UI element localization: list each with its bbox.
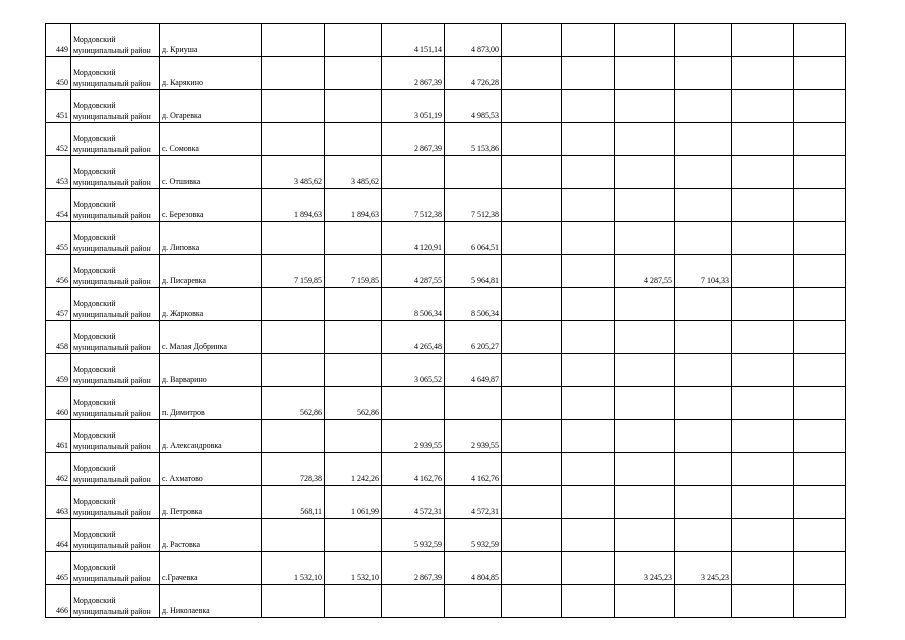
table-row [46, 123, 846, 156]
value-cell-6 [562, 486, 615, 519]
district-cell: Мордовский муниципальный район [71, 222, 160, 255]
settlement-cell: с. Малая Добринка [160, 321, 262, 354]
value-cell-6 [562, 24, 615, 57]
value-cell-1 [262, 585, 325, 618]
value-cell-2 [325, 24, 382, 57]
value-cell-7 [615, 90, 675, 123]
value-cell-9 [732, 90, 794, 123]
value-cell-4: 6 064,51 [445, 222, 502, 255]
value-cell-8 [675, 420, 732, 453]
value-cell-9 [732, 453, 794, 486]
value-cell-5 [502, 420, 562, 453]
row-number: 457 [46, 288, 71, 321]
district-cell: Мордовский муниципальный район [71, 288, 160, 321]
value-cell-2 [325, 222, 382, 255]
value-cell-1 [262, 24, 325, 57]
value-cell-4: 5 932,59 [445, 519, 502, 552]
value-cell-7 [615, 57, 675, 90]
settlement-cell: д. Растовка [160, 519, 262, 552]
value-cell-5 [502, 387, 562, 420]
settlement-cell: д. Огаревка [160, 90, 262, 123]
table-row [46, 387, 846, 420]
value-cell-6 [562, 288, 615, 321]
value-cell-6 [562, 222, 615, 255]
value-cell-1: 1 894,63 [262, 189, 325, 222]
value-cell-10 [794, 453, 846, 486]
table-row [46, 585, 846, 618]
row-number: 452 [46, 123, 71, 156]
district-cell: Мордовский муниципальный район [71, 420, 160, 453]
table-row [46, 486, 846, 519]
row-number: 460 [46, 387, 71, 420]
value-cell-7 [615, 123, 675, 156]
value-cell-3: 4 572,31 [382, 486, 445, 519]
table-row [46, 420, 846, 453]
district-cell: Мордовский муниципальный район [71, 321, 160, 354]
value-cell-2: 1 242,26 [325, 453, 382, 486]
value-cell-10 [794, 354, 846, 387]
value-cell-10 [794, 420, 846, 453]
value-cell-1 [262, 420, 325, 453]
value-cell-8 [675, 321, 732, 354]
value-cell-2 [325, 354, 382, 387]
table-row [46, 24, 846, 57]
value-cell-1 [262, 90, 325, 123]
table-row [46, 156, 846, 189]
district-cell: Мордовский муниципальный район [71, 453, 160, 486]
value-cell-5 [502, 156, 562, 189]
value-cell-4: 4 726,28 [445, 57, 502, 90]
value-cell-4: 4 873,00 [445, 24, 502, 57]
value-cell-9 [732, 486, 794, 519]
row-number: 463 [46, 486, 71, 519]
value-cell-8 [675, 486, 732, 519]
value-cell-7 [615, 288, 675, 321]
value-cell-9 [732, 321, 794, 354]
table-row [46, 222, 846, 255]
value-cell-4 [445, 585, 502, 618]
value-cell-6 [562, 189, 615, 222]
value-cell-4: 5 153,86 [445, 123, 502, 156]
value-cell-4: 4 162,76 [445, 453, 502, 486]
value-cell-6 [562, 519, 615, 552]
value-cell-7 [615, 453, 675, 486]
value-cell-9 [732, 189, 794, 222]
row-number: 453 [46, 156, 71, 189]
value-cell-3: 2 867,39 [382, 552, 445, 585]
value-cell-7 [615, 321, 675, 354]
settlement-cell: д. Писаревка [160, 255, 262, 288]
value-cell-4: 4 804,85 [445, 552, 502, 585]
table-row [46, 288, 846, 321]
value-cell-7 [615, 189, 675, 222]
value-cell-7 [615, 420, 675, 453]
settlement-cell: д. Александровка [160, 420, 262, 453]
settlement-cell: д. Криуша [160, 24, 262, 57]
value-cell-1: 7 159,85 [262, 255, 325, 288]
value-cell-9 [732, 354, 794, 387]
value-cell-7 [615, 354, 675, 387]
value-cell-3: 2 867,39 [382, 123, 445, 156]
district-cell: Мордовский муниципальный район [71, 552, 160, 585]
value-cell-8 [675, 585, 732, 618]
value-cell-2 [325, 123, 382, 156]
value-cell-6 [562, 255, 615, 288]
value-cell-5 [502, 453, 562, 486]
row-number: 451 [46, 90, 71, 123]
row-number: 456 [46, 255, 71, 288]
value-cell-3 [382, 156, 445, 189]
district-cell: Мордовский муниципальный район [71, 255, 160, 288]
value-cell-8 [675, 57, 732, 90]
value-cell-7 [615, 387, 675, 420]
value-cell-5 [502, 57, 562, 90]
value-cell-1: 1 532,10 [262, 552, 325, 585]
value-cell-8 [675, 189, 732, 222]
value-cell-3 [382, 585, 445, 618]
value-cell-9 [732, 222, 794, 255]
value-cell-10 [794, 387, 846, 420]
value-cell-9 [732, 420, 794, 453]
table-row [46, 189, 846, 222]
value-cell-7: 3 245,23 [615, 552, 675, 585]
row-number: 462 [46, 453, 71, 486]
value-cell-3: 5 932,59 [382, 519, 445, 552]
value-cell-1: 728,38 [262, 453, 325, 486]
value-cell-2 [325, 321, 382, 354]
value-cell-4: 7 512,38 [445, 189, 502, 222]
value-cell-2: 7 159,85 [325, 255, 382, 288]
row-number: 454 [46, 189, 71, 222]
table-row [46, 354, 846, 387]
value-cell-8 [675, 453, 732, 486]
table-row [46, 552, 846, 585]
value-cell-9 [732, 387, 794, 420]
value-cell-10 [794, 222, 846, 255]
value-cell-10 [794, 90, 846, 123]
value-cell-2: 1 532,10 [325, 552, 382, 585]
table-row [46, 453, 846, 486]
table-row [46, 519, 846, 552]
value-cell-3: 4 151,14 [382, 24, 445, 57]
value-cell-2: 1 061,99 [325, 486, 382, 519]
row-number: 458 [46, 321, 71, 354]
settlement-cell: д. Карякино [160, 57, 262, 90]
value-cell-1 [262, 222, 325, 255]
district-cell: Мордовский муниципальный район [71, 354, 160, 387]
table-body [46, 24, 846, 618]
value-cell-5 [502, 90, 562, 123]
settlement-cell: д. Липовка [160, 222, 262, 255]
value-cell-5 [502, 255, 562, 288]
value-cell-2: 3 485,62 [325, 156, 382, 189]
value-cell-2 [325, 90, 382, 123]
value-cell-3 [382, 387, 445, 420]
value-cell-8 [675, 288, 732, 321]
value-cell-3: 3 065,52 [382, 354, 445, 387]
value-cell-3: 3 051,19 [382, 90, 445, 123]
value-cell-8 [675, 354, 732, 387]
value-cell-1 [262, 321, 325, 354]
value-cell-1 [262, 288, 325, 321]
value-cell-10 [794, 585, 846, 618]
value-cell-8 [675, 519, 732, 552]
value-cell-7 [615, 222, 675, 255]
district-cell: Мордовский муниципальный район [71, 585, 160, 618]
value-cell-4: 5 964,81 [445, 255, 502, 288]
value-cell-5 [502, 222, 562, 255]
row-number: 464 [46, 519, 71, 552]
value-cell-6 [562, 387, 615, 420]
district-cell: Мордовский муниципальный район [71, 189, 160, 222]
value-cell-9 [732, 24, 794, 57]
value-cell-2: 562,86 [325, 387, 382, 420]
value-cell-1: 568,11 [262, 486, 325, 519]
district-cell: Мордовский муниципальный район [71, 519, 160, 552]
value-cell-3: 2 939,55 [382, 420, 445, 453]
value-cell-3: 8 506,34 [382, 288, 445, 321]
row-number: 465 [46, 552, 71, 585]
settlement-cell: д. Николаевка [160, 585, 262, 618]
settlement-cell: д. Петровка [160, 486, 262, 519]
row-number: 455 [46, 222, 71, 255]
value-cell-4: 2 939,55 [445, 420, 502, 453]
settlement-cell: д. Жарковка [160, 288, 262, 321]
value-cell-6 [562, 156, 615, 189]
district-cell: Мордовский муниципальный район [71, 486, 160, 519]
value-cell-10 [794, 255, 846, 288]
row-number: 449 [46, 24, 71, 57]
value-cell-10 [794, 288, 846, 321]
value-cell-5 [502, 288, 562, 321]
value-cell-6 [562, 321, 615, 354]
value-cell-5 [502, 123, 562, 156]
value-cell-1: 562,86 [262, 387, 325, 420]
district-cell: Мордовский муниципальный район [71, 24, 160, 57]
value-cell-6 [562, 585, 615, 618]
value-cell-9 [732, 519, 794, 552]
settlement-cell: д. Варварино [160, 354, 262, 387]
value-cell-2: 1 894,63 [325, 189, 382, 222]
district-cell: Мордовский муниципальный район [71, 156, 160, 189]
value-cell-9 [732, 156, 794, 189]
value-cell-6 [562, 453, 615, 486]
value-cell-4 [445, 156, 502, 189]
value-cell-4: 4 649,87 [445, 354, 502, 387]
value-cell-8: 7 104,33 [675, 255, 732, 288]
value-cell-10 [794, 24, 846, 57]
value-cell-3: 4 120,91 [382, 222, 445, 255]
value-cell-1 [262, 123, 325, 156]
district-cell: Мордовский муниципальный район [71, 123, 160, 156]
value-cell-3: 7 512,38 [382, 189, 445, 222]
value-cell-7 [615, 156, 675, 189]
value-cell-1 [262, 57, 325, 90]
row-number: 461 [46, 420, 71, 453]
value-cell-5 [502, 486, 562, 519]
value-cell-5 [502, 321, 562, 354]
settlement-cell: с. Отшивка [160, 156, 262, 189]
value-cell-9 [732, 123, 794, 156]
value-cell-9 [732, 288, 794, 321]
value-cell-1 [262, 354, 325, 387]
value-cell-10 [794, 486, 846, 519]
value-cell-7: 4 287,55 [615, 255, 675, 288]
value-cell-2 [325, 519, 382, 552]
value-cell-9 [732, 255, 794, 288]
value-cell-7 [615, 24, 675, 57]
value-cell-2 [325, 288, 382, 321]
settlement-cell: п. Димитров [160, 387, 262, 420]
value-cell-2 [325, 57, 382, 90]
value-cell-8 [675, 90, 732, 123]
settlement-cell: с. Сомовка [160, 123, 262, 156]
value-cell-7 [615, 585, 675, 618]
value-cell-8 [675, 387, 732, 420]
value-cell-6 [562, 123, 615, 156]
settlement-cell: с. Березовка [160, 189, 262, 222]
district-cell: Мордовский муниципальный район [71, 57, 160, 90]
row-number: 450 [46, 57, 71, 90]
value-cell-4: 6 205,27 [445, 321, 502, 354]
value-cell-6 [562, 552, 615, 585]
district-cell: Мордовский муниципальный район [71, 387, 160, 420]
value-cell-8 [675, 123, 732, 156]
data-table [45, 23, 846, 618]
value-cell-4: 4 985,53 [445, 90, 502, 123]
value-cell-2 [325, 585, 382, 618]
value-cell-9 [732, 585, 794, 618]
value-cell-7 [615, 486, 675, 519]
value-cell-5 [502, 519, 562, 552]
value-cell-2 [325, 420, 382, 453]
value-cell-8: 3 245,23 [675, 552, 732, 585]
value-cell-10 [794, 123, 846, 156]
value-cell-6 [562, 90, 615, 123]
value-cell-6 [562, 420, 615, 453]
table-row [46, 90, 846, 123]
value-cell-3: 4 265,48 [382, 321, 445, 354]
value-cell-4 [445, 387, 502, 420]
row-number: 466 [46, 585, 71, 618]
value-cell-1 [262, 519, 325, 552]
value-cell-10 [794, 156, 846, 189]
value-cell-8 [675, 222, 732, 255]
value-cell-6 [562, 354, 615, 387]
value-cell-8 [675, 24, 732, 57]
district-cell: Мордовский муниципальный район [71, 90, 160, 123]
table-row [46, 57, 846, 90]
value-cell-4: 4 572,31 [445, 486, 502, 519]
value-cell-10 [794, 519, 846, 552]
value-cell-10 [794, 189, 846, 222]
settlement-cell: с. Ахматово [160, 453, 262, 486]
value-cell-3: 4 287,55 [382, 255, 445, 288]
value-cell-3: 2 867,39 [382, 57, 445, 90]
value-cell-1: 3 485,62 [262, 156, 325, 189]
value-cell-8 [675, 156, 732, 189]
value-cell-4: 8 506,34 [445, 288, 502, 321]
value-cell-5 [502, 552, 562, 585]
settlement-cell: с.Грачевка [160, 552, 262, 585]
value-cell-10 [794, 552, 846, 585]
value-cell-10 [794, 321, 846, 354]
row-number: 459 [46, 354, 71, 387]
value-cell-9 [732, 57, 794, 90]
value-cell-5 [502, 24, 562, 57]
table-row [46, 255, 846, 288]
value-cell-5 [502, 354, 562, 387]
value-cell-7 [615, 519, 675, 552]
table-row [46, 321, 846, 354]
value-cell-10 [794, 57, 846, 90]
value-cell-5 [502, 585, 562, 618]
value-cell-3: 4 162,76 [382, 453, 445, 486]
value-cell-6 [562, 57, 615, 90]
value-cell-9 [732, 552, 794, 585]
value-cell-5 [502, 189, 562, 222]
